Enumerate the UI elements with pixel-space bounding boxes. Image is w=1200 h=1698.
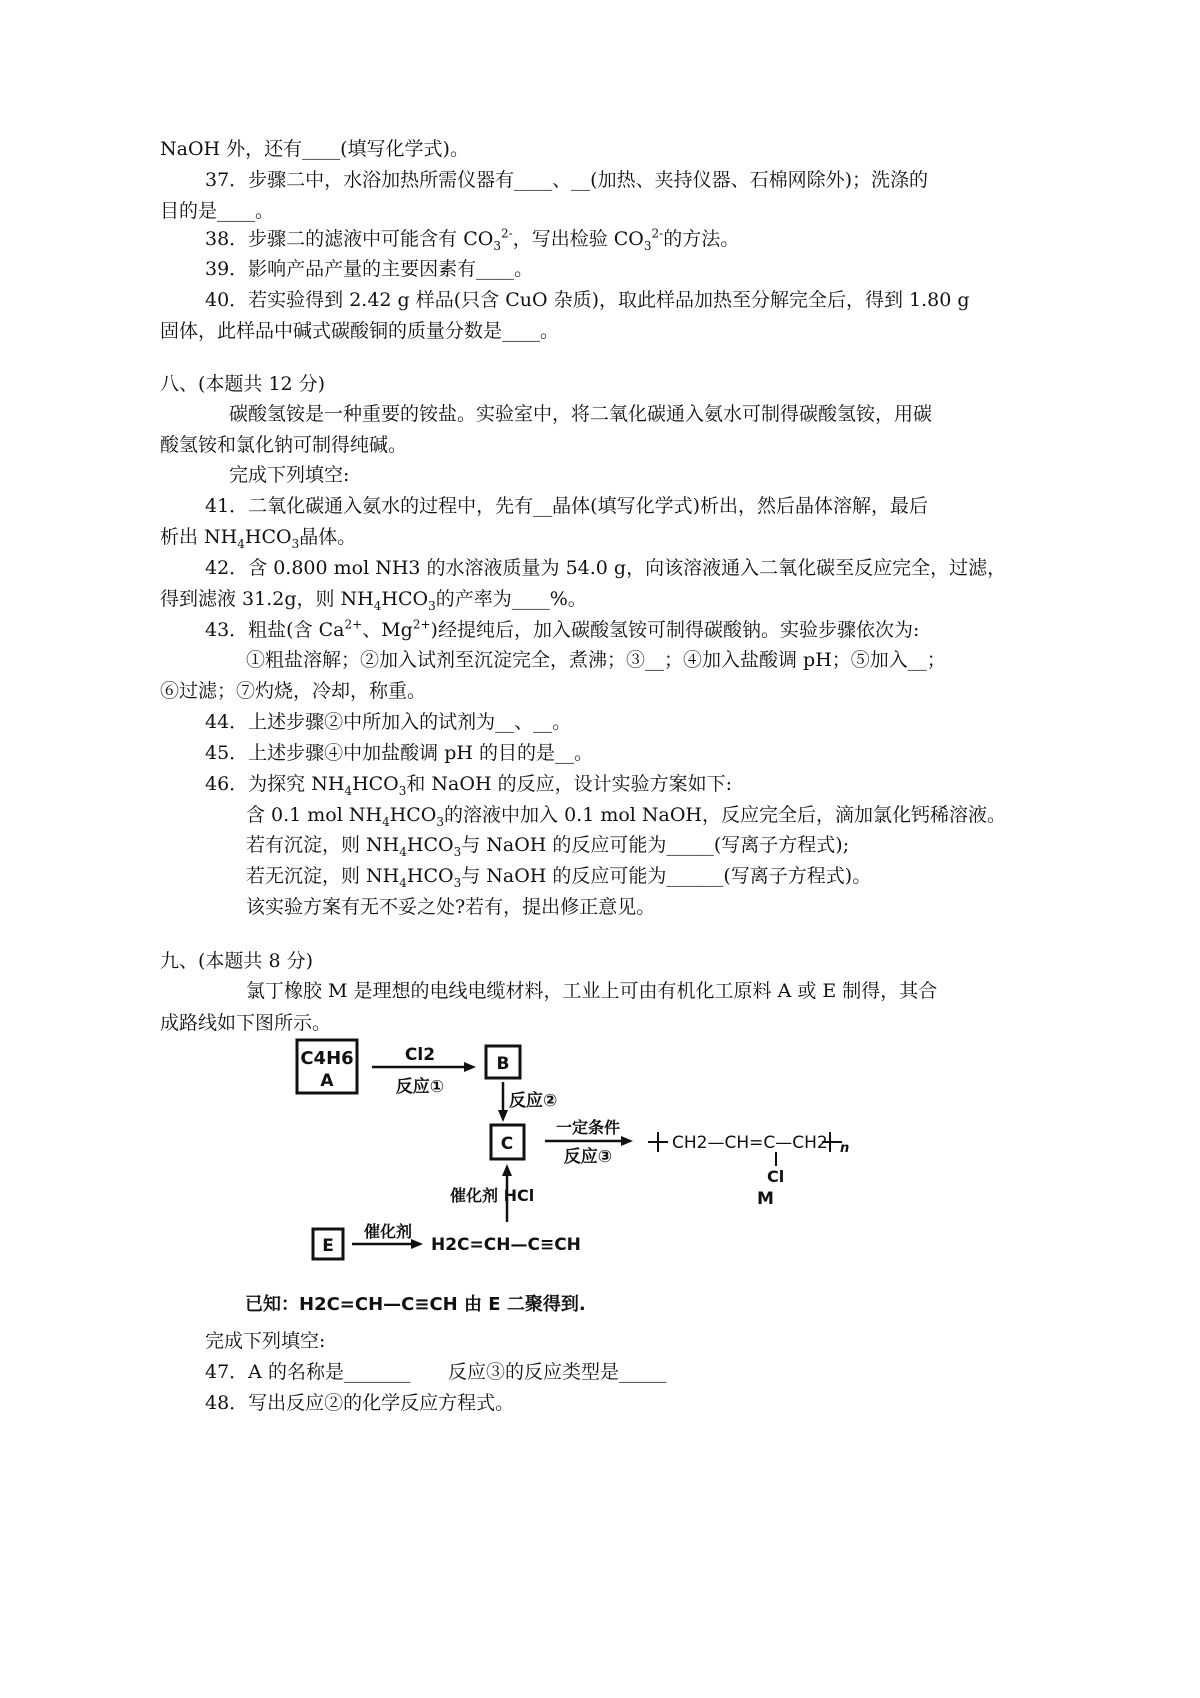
arrow-2-label: 反应② [509, 1091, 558, 1111]
product-m-label: M [757, 1189, 774, 1209]
fill-instruction-2: 完成下列填空: [205, 1330, 326, 1352]
box-e-label: E [322, 1236, 334, 1256]
known-note: 已知：H2C=CH—C≡CH 由 E 二聚得到. [245, 1294, 586, 1315]
box-c-label: C [500, 1134, 514, 1154]
arrow-1-reagent: Cl2 [404, 1045, 436, 1065]
question-48: 48．写出反应②的化学反应方程式。 [205, 1392, 515, 1414]
section-8-heading: 八、(本题共 12 分) [160, 373, 326, 395]
section-9-heading: 九、(本题共 8 分) [160, 950, 313, 972]
vinylacetylene-formula: H2C=CH—C≡CH [431, 1235, 581, 1255]
question-47-a: 47．A 的名称是_______ [205, 1361, 411, 1383]
question-43-steps: ①粗盐溶解；②加入试剂至沉淀完全，煮沸；③__；④加入盐酸调 pH；⑤加入__； [246, 649, 946, 671]
question-43: 43．粗盐(含 $Ca^{2+}$、$Mg^{2+}$)经提纯后，加入碳酸氢铵可制得碳酸钠。实验步骤依次为: [205, 617, 920, 641]
section-9-intro: 氯丁橡胶 M 是理想的电线电缆材料，工业上可由有机化工原料 A 或 E 制得，其合 [246, 980, 938, 1002]
question-41: 41．二氧化碳通入氨水的过程中，先有__晶体(填写化学式)析出，然后晶体溶解，最后 [205, 495, 929, 517]
question-40: 40．若实验得到 2.42 g 样品(只含 CuO 杂质)，取此样品加热至分解完全后，得到 1.80 g [205, 289, 970, 311]
arrow-5-head [411, 1239, 423, 1249]
question-40-cont: 固体，此样品中碱式碳酸铜的质量分数是____。 [160, 320, 560, 342]
section-9-intro-cont: 成路线如下图所示。 [160, 1012, 332, 1034]
question-47-b: 反应③的反应类型是_____ [448, 1361, 667, 1383]
box-a-formula: C4H6 [300, 1048, 354, 1069]
arrow-3-label: 反应③ [563, 1147, 613, 1167]
section-8-intro-cont: 酸氢铵和氯化钠可制得纯碱。 [160, 434, 408, 456]
arrow-3-head [621, 1136, 633, 1146]
polymer-cl: Cl [767, 1167, 785, 1186]
polymer-n: n [840, 1141, 850, 1156]
fill-instruction-1: 完成下列填空: [229, 464, 350, 486]
arrow-3-condition: 一定条件 [555, 1118, 621, 1137]
question-42: 42．含 0.800 mol NH3 的水溶液质量为 54.0 g，向该溶液通入二氧化碳至反应完全，过滤， [205, 557, 1007, 579]
arrow-1-head [464, 1062, 476, 1072]
arrow-2-head [498, 1110, 508, 1122]
polymer-chain: CH2—CH=C—CH2 [672, 1133, 828, 1153]
box-a-label: A [320, 1071, 334, 1091]
arrow-4-head [502, 1164, 512, 1176]
question-37: 37．步骤二中，水浴加热所需仪器有____、__(加热、夹持仪器、石棉网除外)；洗涤的 [205, 169, 929, 191]
question-37-cont: 目的是____。 [160, 200, 275, 222]
arrow-5-label: 催化剂 [363, 1222, 413, 1241]
section-8-intro: 碳酸氢铵是一种重要的铵盐。实验室中，将二氧化碳通入氨水可制得碳酸氢铵，用碳 [229, 403, 933, 425]
line-naoh: NaOH 外，还有____(填写化学式)。 [160, 138, 469, 160]
question-46-plan: 含 0.1 mol $NH_4HCO_3$的溶液中加入 0.1 mol NaOH，反应完全后，滴加氯化钙稀溶液。 [246, 804, 1006, 829]
question-43-steps-cont: ⑥过滤；⑦灼烧，冷却，称重。 [160, 680, 427, 702]
arrow-4-label: 催化剂 HCl [450, 1186, 535, 1205]
question-38: 38．步骤二的滤液中可能含有 $CO_3^{2-}$，写出检验 $CO_3^{2-}$的方法。 [205, 226, 740, 253]
question-46-no-precipitate: 若无沉淀，则 $NH_4HCO_3$与 NaOH 的反应可能为______(写离子方程式)。 [246, 865, 872, 890]
question-39: 39．影响产品产量的主要因素有____。 [205, 258, 534, 280]
question-41-cont: 析出 $NH_4HCO_3$晶体。 [160, 526, 357, 551]
question-45: 45．上述步骤④中加盐酸调 pH 的目的是__。 [205, 742, 593, 764]
question-46-precipitate: 若有沉淀，则 $NH_4HCO_3$与 NaOH 的反应可能为_____(写离子方程式); [246, 834, 850, 859]
question-44: 44．上述步骤②中所加入的试剂为__、__。 [205, 711, 572, 733]
box-b-label: B [496, 1054, 510, 1074]
arrow-1-label: 反应① [395, 1077, 445, 1097]
question-46-review: 该实验方案有无不妥之处?若有，提出修正意见。 [246, 896, 656, 918]
question-46: 46．为探究 $NH_4HCO_3$和 NaOH 的反应，设计实验方案如下: [205, 773, 732, 798]
question-42-cont: 得到滤液 31.2g，则 $NH_4HCO_3$的产率为____%。 [160, 588, 587, 613]
